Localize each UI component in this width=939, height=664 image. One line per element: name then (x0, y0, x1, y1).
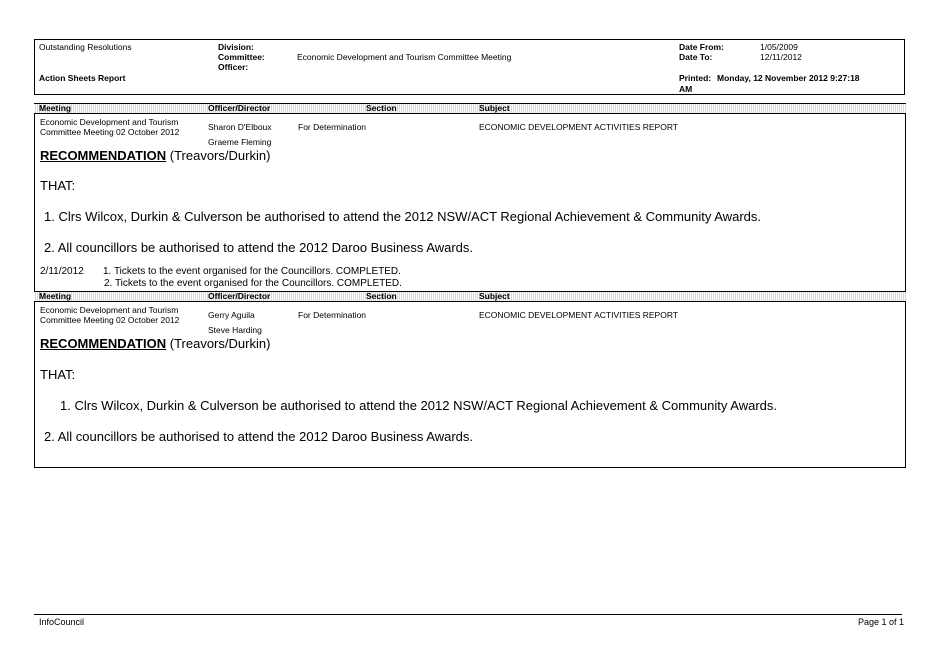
footer-divider (34, 614, 902, 615)
entry-1-action-1: 1. Tickets to the event organised for the Councillors. COMPLETED. (103, 266, 401, 277)
column-section: Section (366, 291, 397, 301)
column-header (34, 103, 906, 114)
entry-2-officer-2: Steve Harding (208, 325, 262, 335)
entry-2-item-2: 2. All councillors be authorised to attend the 2012 Daroo Business Awards. (44, 429, 474, 444)
entry-2-recommendation: RECOMMENDATION (Treavors/Durkin) (40, 336, 271, 351)
date-to-label: Date To: (679, 52, 713, 62)
printed-value-cont: AM (679, 84, 693, 94)
column-meeting: Meeting (39, 291, 72, 301)
committee-value: Economic Development and Tourism Committee Meeting (297, 52, 512, 62)
column-header (34, 291, 906, 302)
footer-page-number: Page 1 of 1 (857, 617, 904, 627)
footer-app-name: InfoCouncil (39, 617, 85, 627)
report-type: Action Sheets Report (39, 73, 126, 83)
printed-label: Printed: (679, 73, 712, 83)
entry-2-officer-1: Gerry Aguila (208, 310, 255, 320)
entry-2-section: For Determination (298, 310, 367, 320)
column-section: Section (366, 103, 397, 113)
column-meeting: Meeting (39, 103, 72, 113)
entry-1-officer-2: Graeme Fleming (208, 137, 272, 147)
date-from-label: Date From: (679, 42, 724, 52)
date-from-value: 1/05/2009 (760, 42, 798, 52)
entry-2-item-1: 1. Clrs Wilcox, Durkin & Culverson be authorised to attend the 2012 NSW/ACT Regional Achievement & Community Awards. (60, 398, 778, 413)
entry-1-subject: ECONOMIC DEVELOPMENT ACTIVITIES REPORT (479, 122, 678, 132)
entry-1-meeting: Economic Development and Tourism Committee Meeting 02 October 2012 (40, 117, 180, 137)
entry-1-officer-1: Sharon D'Elboux (208, 122, 272, 132)
entry-1-action-2: 2. Tickets to the event organised for the Councillors. COMPLETED. (104, 278, 402, 289)
entry-2-meeting: Economic Development and Tourism Committee Meeting 02 October 2012 (40, 305, 180, 325)
entry-1-item-2: 2. All councillors be authorised to attend the 2012 Daroo Business Awards. (44, 240, 474, 255)
entry-2-subject: ECONOMIC DEVELOPMENT ACTIVITIES REPORT (479, 310, 678, 320)
column-subject: Subject (479, 291, 510, 301)
committee-label: Committee: (218, 52, 265, 62)
entry-1-action-date: 2/11/2012 (40, 266, 84, 277)
division-label: Division: (218, 42, 254, 52)
date-to-value: 12/11/2012 (760, 52, 802, 62)
entry-1-item-1: 1. Clrs Wilcox, Durkin & Culverson be authorised to attend the 2012 NSW/ACT Regional Achievement & Community Awards. (44, 209, 762, 224)
entry-2-that: THAT: (40, 367, 76, 382)
entry-1-recommendation: RECOMMENDATION (Treavors/Durkin) (40, 148, 271, 163)
column-subject: Subject (479, 103, 510, 113)
report-name: Outstanding Resolutions (39, 42, 132, 52)
printed-value: Monday, 12 November 2012 9:27:18 (717, 73, 860, 83)
entry-1-that: THAT: (40, 178, 76, 193)
column-officer: Officer/Director (208, 103, 271, 113)
officer-label: Officer: (218, 62, 249, 72)
column-officer: Officer/Director (208, 291, 271, 301)
entry-1-section: For Determination (298, 122, 367, 132)
